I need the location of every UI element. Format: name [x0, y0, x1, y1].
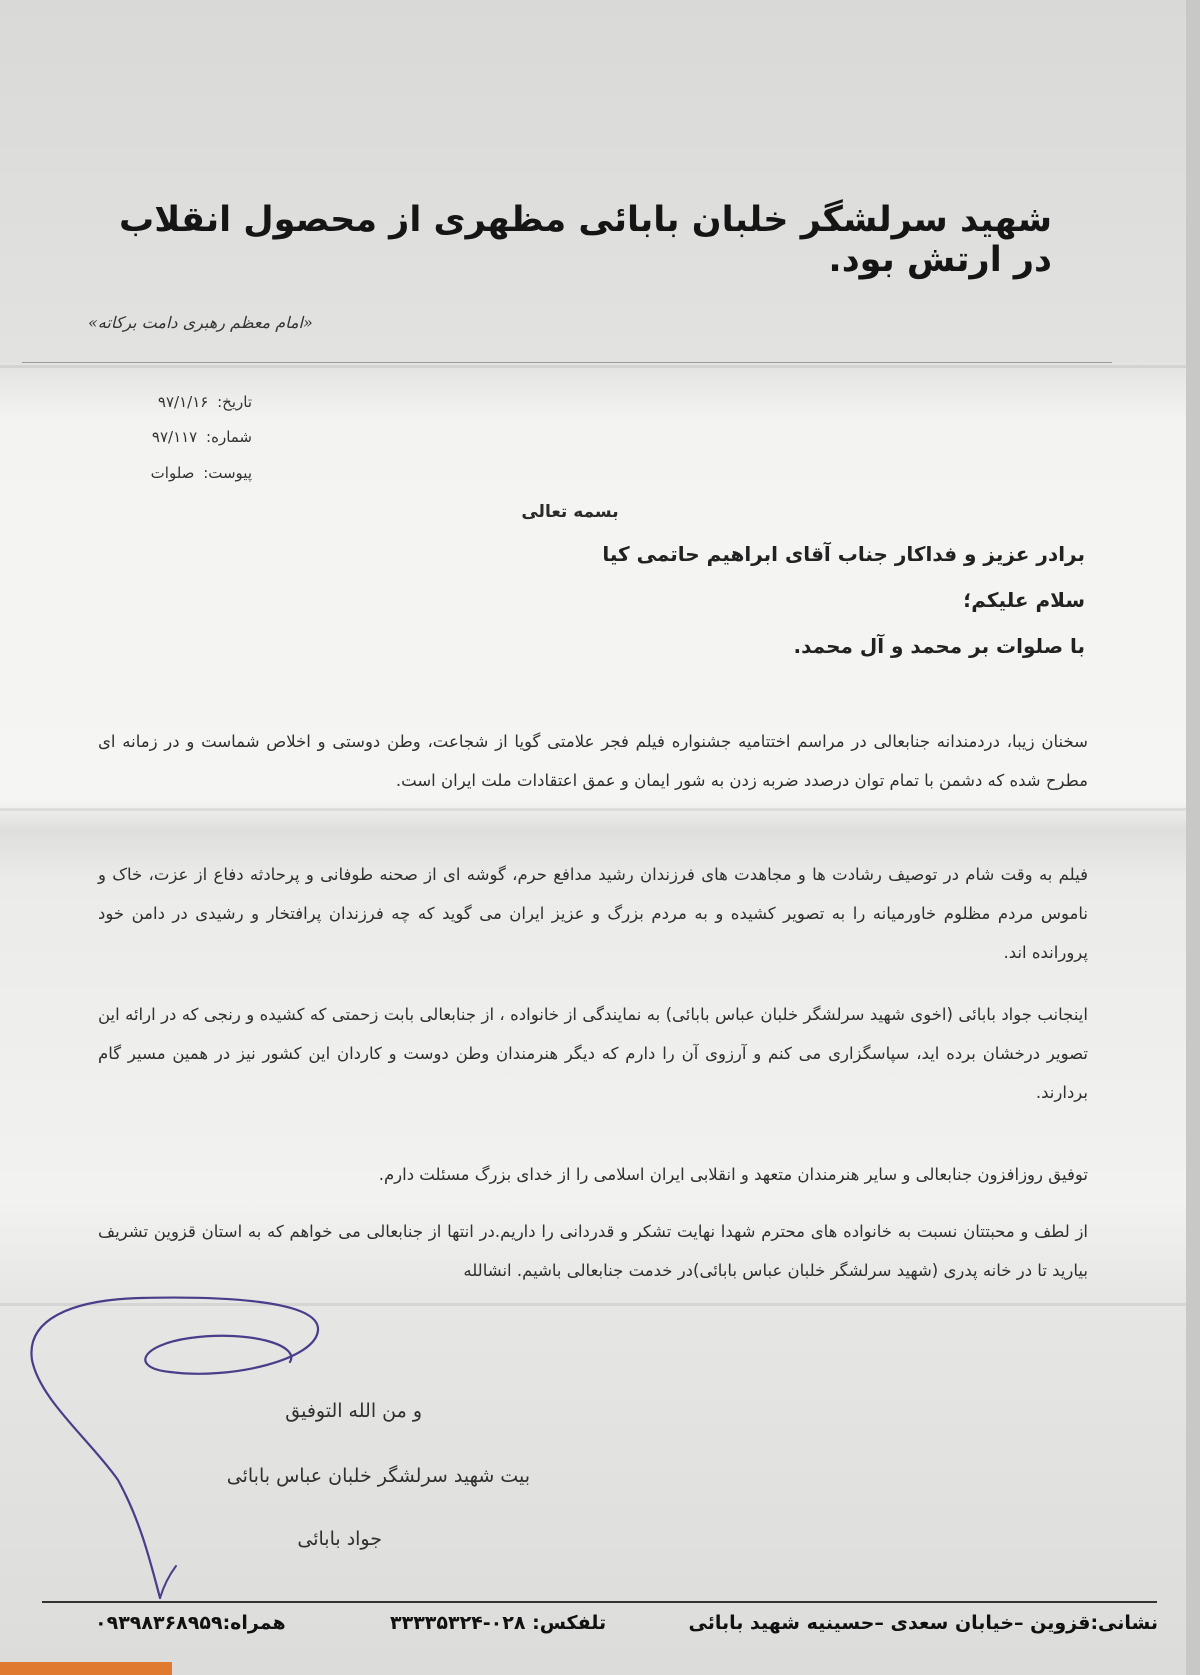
handwritten-signature [0, 0, 420, 1675]
meta-date-label: تاریخ: [217, 393, 252, 411]
sender-organization: بیت شهید سرلشگر خلبان عباس بابائی [226, 1465, 530, 1487]
footer-phone-value: ۰۲۸-۳۳۳۳۵۳۲۴ [390, 1612, 526, 1634]
footer-mobile-value: ۰۹۳۹۸۳۶۸۹۵۹ [95, 1612, 223, 1634]
body-paragraph: اینجانب جواد بابائی (اخوی شهید سرلشگر خلبان عباس بابائی) به نمایندگی از خانواده ، از جنابعالی بابت زحمتی که کشیده و رنجی که در ارائه این تصویر درخشان برده اید، سپاسگزاری می کنم و آرزوی آن را دارم که دیگر هنرمندان وطن دوست و کاردان این کشور نیز در همین مسیر گام بردارند. [98, 1005, 1088, 1102]
footer-address-label: نشانی: [1090, 1612, 1158, 1634]
sender-name: جواد بابائی [297, 1528, 382, 1550]
addressee: برادر عزیز و فداکار جناب آقای ابراهیم حاتمی کیا [602, 542, 1085, 566]
letter-headline: شهید سرلشگر خلبان بابائی مظهری از محصول انقلاب در ارتش بود. [119, 200, 1052, 280]
footer-phone [390, 1612, 606, 1634]
body-paragraph: توفیق روزافزون جنابعالی و سایر هنرمندان متعهد و انقلابی ایران اسلامی را از خدای بزرگ مسئلت دارم. [378, 1165, 1088, 1184]
footer-mobile [95, 1612, 286, 1634]
footer-address [689, 1612, 1158, 1634]
meta-date-value: ۹۷/۱/۱۶ [157, 393, 209, 411]
orange-corner-tab [0, 1662, 172, 1675]
body-paragraph: فیلم به وقت شام در توصیف رشادت ها و مجاهدت های فرزندان رشید مدافع حرم، گوشه ای از صحنه طوفانی و پرحادثه دفاع از عزت، خاک و ناموس مردم مظلوم خاورمیانه را به تصویر کشیده و به مردم بزرگ و عزیز ایران می گوید که چه فرزندان پرافتخار و رشیدی در دامن خود پرورانده اند. [98, 865, 1088, 962]
meta-attachment-label: پیوست: [203, 464, 252, 482]
meta-number-value: ۹۷/۱۱۷ [151, 428, 198, 446]
footer-address-value: قزوین –خیابان سعدی –حسینیه شهید بابائی [688, 1612, 1091, 1634]
footer-mobile-label: همراه: [222, 1612, 286, 1634]
body-paragraph: از لطف و محبتتان نسبت به خانواده های محترم شهدا نهایت تشکر و قدردانی را داریم.در انتها از جنابعالی می خواهم که به استان قزوین تشریف بیارید تا در خانه پدری (شهید سرلشگر خلبان عباس بابائی)در خدمت جنابعالی باشیم. انشالله [98, 1222, 1088, 1280]
meta-attachment-value: صلوات [150, 464, 195, 482]
greeting: سلام علیکم؛ [963, 588, 1085, 612]
closing-line: و من الله التوفیق [285, 1400, 422, 1422]
bismillah: بسمه تعالی [521, 502, 619, 522]
salawat: با صلوات بر محمد و آل محمد. [793, 634, 1085, 658]
page-edge [1186, 0, 1200, 1675]
quote-attribution: «امام معظم رهبری دامت برکاته» [88, 313, 313, 332]
footer-divider [42, 1601, 1157, 1603]
meta-number-label: شماره: [206, 428, 252, 446]
footer-phone-label: تلفکس: [532, 1612, 607, 1634]
body-paragraph: سخنان زیبا، دردمندانه جنابعالی در مراسم اختتامیه جشنواره فیلم فجر علامتی گویا از شجاعت، وطن دوستی و اخلاص شماست و در زمانه ای مطرح شده که دشمن با تمام توان درصدد ضربه زدن به شور ایمان و عمق اعتقادات ملت ایران است. [98, 732, 1088, 790]
